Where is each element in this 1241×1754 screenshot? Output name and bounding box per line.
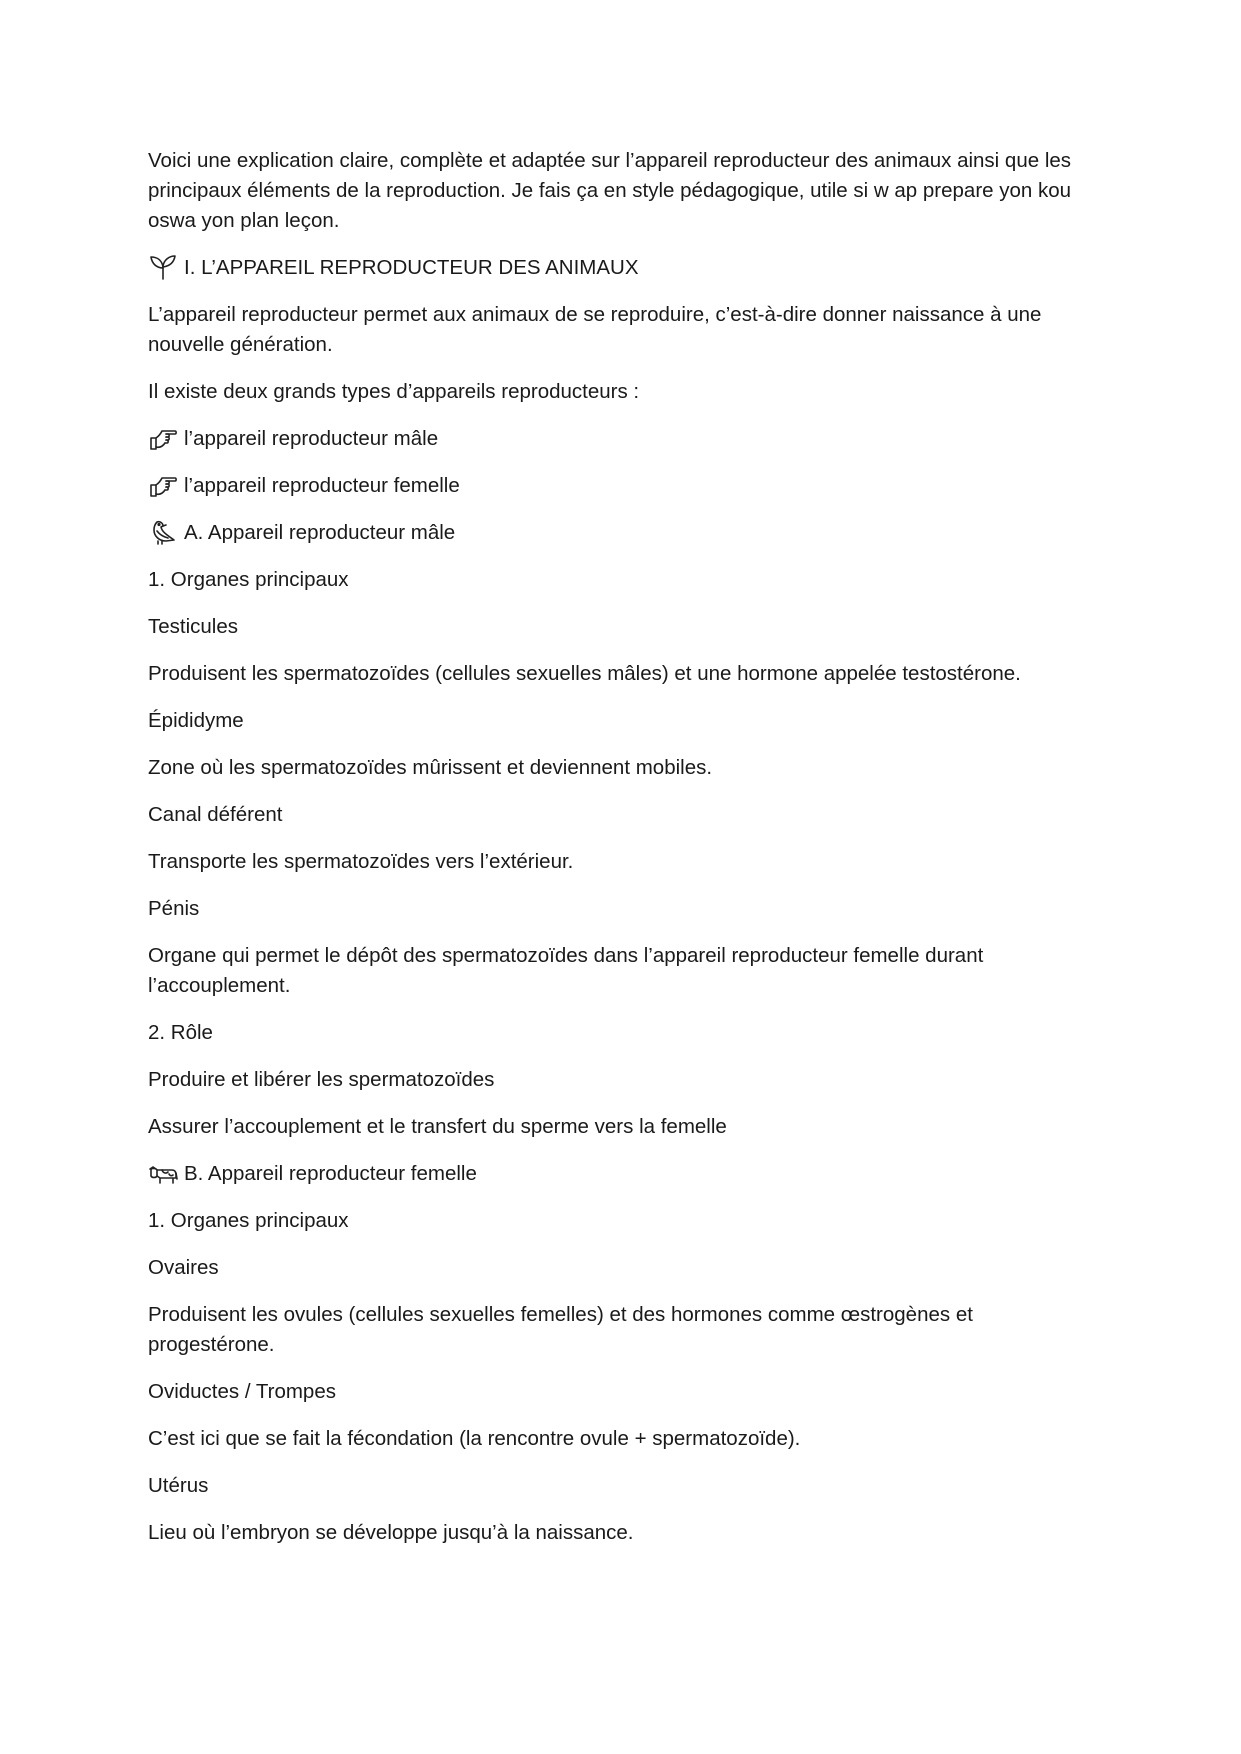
paragraph: 1. Organes principaux <box>148 1209 349 1232</box>
paragraph: Transporte les spermatozoïdes vers l’extérieur. <box>148 850 574 873</box>
paragraph: Testicules <box>148 615 239 638</box>
paragraph: Épididyme <box>148 709 244 732</box>
list-item: l’appareil reproducteur mâle <box>148 424 1098 454</box>
paragraph: Oviductes / Trompes <box>148 1380 336 1403</box>
paragraph: L’appareil reproducteur permet aux animaux de se reproduire, c’est-à-dire donner naissance à une nouvelle génération. <box>148 303 1042 356</box>
paragraph: Il existe deux grands types d’appareils reproducteurs : <box>148 380 640 403</box>
cow-icon <box>148 1160 178 1186</box>
section-heading: I. L’APPAREIL REPRODUCTEUR DES ANIMAUX <box>148 253 1098 283</box>
pointing-hand-icon <box>148 472 178 498</box>
paragraph: Lieu où l’embryon se développe jusqu’à la naissance. <box>148 1521 634 1544</box>
paragraph: Pénis <box>148 897 200 920</box>
paragraph: Assurer l’accouplement et le transfert du sperme vers la femelle <box>148 1115 727 1138</box>
paragraph: Canal déférent <box>148 803 283 826</box>
paragraph: Ovaires <box>148 1256 219 1279</box>
paragraph: Produire et libérer les spermatozoïdes <box>148 1068 495 1091</box>
paragraph: Utérus <box>148 1474 209 1497</box>
bird-icon <box>148 519 178 545</box>
paragraph: 2. Rôle <box>148 1021 213 1044</box>
list-item: l’appareil reproducteur femelle <box>148 471 1098 501</box>
paragraph: Organe qui permet le dépôt des spermatozoïdes dans l’appareil reproducteur femelle durant l’accouplement. <box>148 944 984 997</box>
pointing-hand-icon <box>148 425 178 451</box>
paragraph: Zone où les spermatozoïdes mûrissent et deviennent mobiles. <box>148 756 713 779</box>
document-body <box>148 146 1098 1565</box>
paragraph: 1. Organes principaux <box>148 568 349 591</box>
subsection-heading: B. Appareil reproducteur femelle <box>148 1159 1098 1189</box>
paragraph: Produisent les ovules (cellules sexuelles femelles) et des hormones comme œstrogènes et progestérone. <box>148 1303 973 1356</box>
paragraph: C’est ici que se fait la fécondation (la rencontre ovule + spermatozoïde). <box>148 1427 801 1450</box>
subsection-heading: A. Appareil reproducteur mâle <box>148 518 1098 548</box>
seedling-icon <box>148 254 178 280</box>
intro-paragraph: Voici une explication claire, complète et adaptée sur l’appareil reproducteur des animaux ainsi que les principaux éléments de la reproduction. Je fais ça en style pédagogique, utile si w ap prepare yon kou oswa yon plan leçon. <box>148 149 1072 232</box>
paragraph: Produisent les spermatozoïdes (cellules sexuelles mâles) et une hormone appelée testostérone. <box>148 662 1021 685</box>
